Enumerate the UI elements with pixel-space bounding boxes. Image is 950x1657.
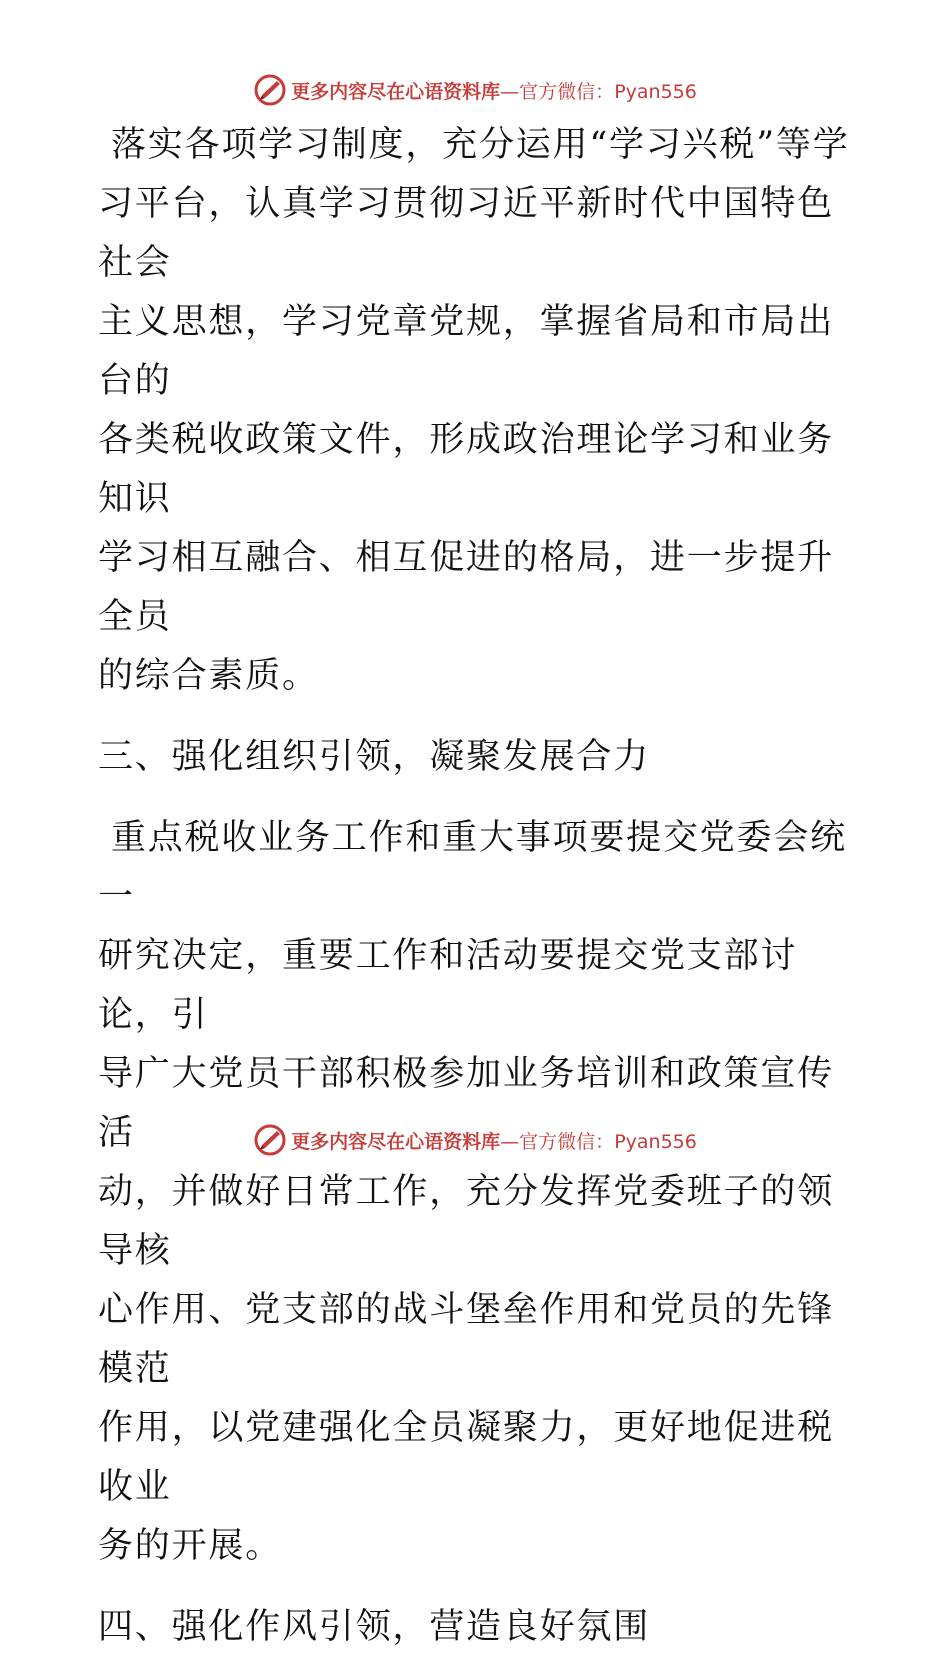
section-heading-4: 四、强化作风引领，营造良好氛围 xyxy=(98,1607,651,1647)
text-line: 的综合素质。 xyxy=(98,656,319,696)
text-line: 务的开展。 xyxy=(98,1526,283,1566)
watermark-text xyxy=(291,1127,697,1154)
watermark-brand: 更多内容尽在心语资料库 xyxy=(291,80,501,103)
text-line: 研究决定，重要工作和活动要提交党支部讨论，引 xyxy=(98,936,798,1035)
section-heading-3: 三、强化组织引领，凝聚发展合力 xyxy=(98,737,651,777)
text-line: 学习相互融合、相互促进的格局，进一步提升全员 xyxy=(98,538,835,637)
text-line: 导广大党员干部积极参加业务培训和政策宣传活 xyxy=(98,1054,835,1153)
paragraph-organization xyxy=(98,809,858,1576)
watermark-dash: — xyxy=(500,80,520,103)
watermark-official: 官方微信： xyxy=(519,80,615,103)
text-line: 重点税收业务工作和重大事项要提交党委会统一 xyxy=(98,818,847,917)
document-body xyxy=(98,116,858,1657)
text-line: 动，并做好日常工作，充分发挥党委班子的领导核 xyxy=(98,1172,835,1271)
watermark-brand: 更多内容尽在心语资料库 xyxy=(291,1130,501,1153)
text-line: 主义思想，学习党章党规，掌握省局和市局出台的 xyxy=(98,302,835,401)
watermark-account: Pyan556 xyxy=(614,1130,697,1153)
brand-logo-icon xyxy=(253,73,287,107)
text-line: 各类税收政策文件，形成政治理论学习和业务知识 xyxy=(98,420,835,519)
text-line: 心作用、党支部的战斗堡垒作用和党员的先锋模范 xyxy=(98,1290,835,1389)
brand-logo-icon xyxy=(253,1123,287,1157)
text-line: 落实各项学习制度，充分运用“学习兴税”等学 xyxy=(98,125,850,165)
header-watermark xyxy=(0,70,950,110)
text-line: 习平台，认真学习贯彻习近平新时代中国特色社会 xyxy=(98,184,835,283)
watermark-text xyxy=(291,77,697,104)
paragraph-study-system xyxy=(98,116,858,706)
watermark-dash: — xyxy=(500,1130,520,1153)
watermark-official: 官方微信： xyxy=(519,1130,615,1153)
text-line: 作用，以党建强化全员凝聚力，更好地促进税收业 xyxy=(98,1408,835,1507)
footer-watermark xyxy=(0,1120,950,1160)
watermark-account: Pyan556 xyxy=(614,80,697,103)
